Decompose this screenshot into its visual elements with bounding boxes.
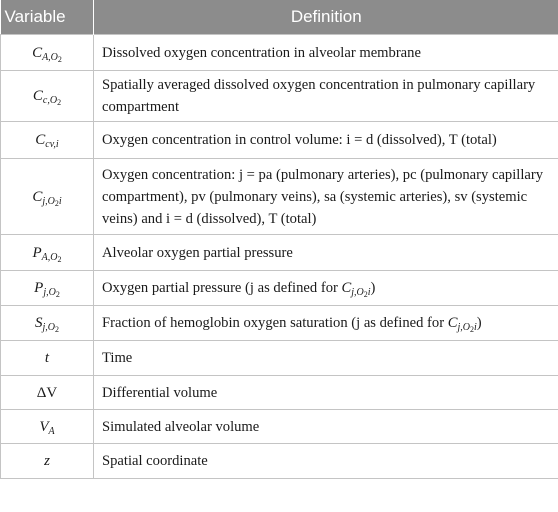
definition-cell: Spatially averaged dissolved oxygen concentration in pulmonary capillary compartment — [94, 71, 558, 122]
symbol-cell: $C_{A,O_2}$ — [1, 35, 94, 71]
table-row — [1, 376, 558, 410]
symbol-cell: $C_{c,O_2}$ — [1, 71, 94, 122]
definition-cell: Differential volume — [94, 376, 558, 410]
definition-cell: Dissolved oxygen concentration in alveolar membrane — [94, 35, 558, 71]
table-row — [1, 235, 558, 271]
symbol-cell: $C_{cv,i}$ — [1, 122, 94, 159]
table-row — [1, 410, 558, 444]
definition-cell: Oxygen concentration in control volume: i = d (dissolved), T (total) — [94, 122, 558, 159]
definition-cell: Spatial coordinate — [94, 444, 558, 479]
symbol-cell: ΔV — [1, 376, 94, 410]
inline-symbol: $C_{j,O_2i}$ — [341, 280, 371, 299]
inline-symbol: $C_{j,O_2i}$ — [447, 315, 477, 334]
header-definition: Definition — [94, 0, 558, 35]
definition-cell: Time — [94, 341, 558, 376]
table-row — [1, 71, 558, 122]
definition-cell: Fraction of hemoglobin oxygen saturation (j as defined for $C_{j,O_2i}$) — [94, 306, 558, 341]
symbol-cell: $C_{j,O_2i}$ — [1, 159, 94, 235]
symbol-cell: $P_{A,O_2}$ — [1, 235, 94, 271]
symbol-cell: t — [1, 341, 94, 376]
definition-cell: Oxygen partial pressure (j as defined for $C_{j,O_2i}$) — [94, 271, 558, 306]
table-row — [1, 159, 558, 235]
symbol-cell: $S_{j,O_2}$ — [1, 306, 94, 341]
definition-cell: Simulated alveolar volume — [94, 410, 558, 444]
table-row — [1, 122, 558, 159]
table-row — [1, 341, 558, 376]
table-row — [1, 444, 558, 479]
header-row — [1, 0, 558, 35]
definition-cell: Oxygen concentration: j = pa (pulmonary arteries), pc (pulmonary capillary compartment), pv (pulmonary veins), sa (systemic arteries), sv (systemic veins) and i = d (dissolved), T (total) — [94, 159, 558, 235]
symbol-cell: z — [1, 444, 94, 479]
symbol-cell: $P_{j,O_2}$ — [1, 271, 94, 306]
definition-cell: Alveolar oxygen partial pressure — [94, 235, 558, 271]
symbol-cell: $V_A$ — [1, 410, 94, 444]
header-variable: Variable — [1, 0, 94, 35]
table-row — [1, 306, 558, 341]
table-row — [1, 35, 558, 71]
table-row — [1, 271, 558, 306]
